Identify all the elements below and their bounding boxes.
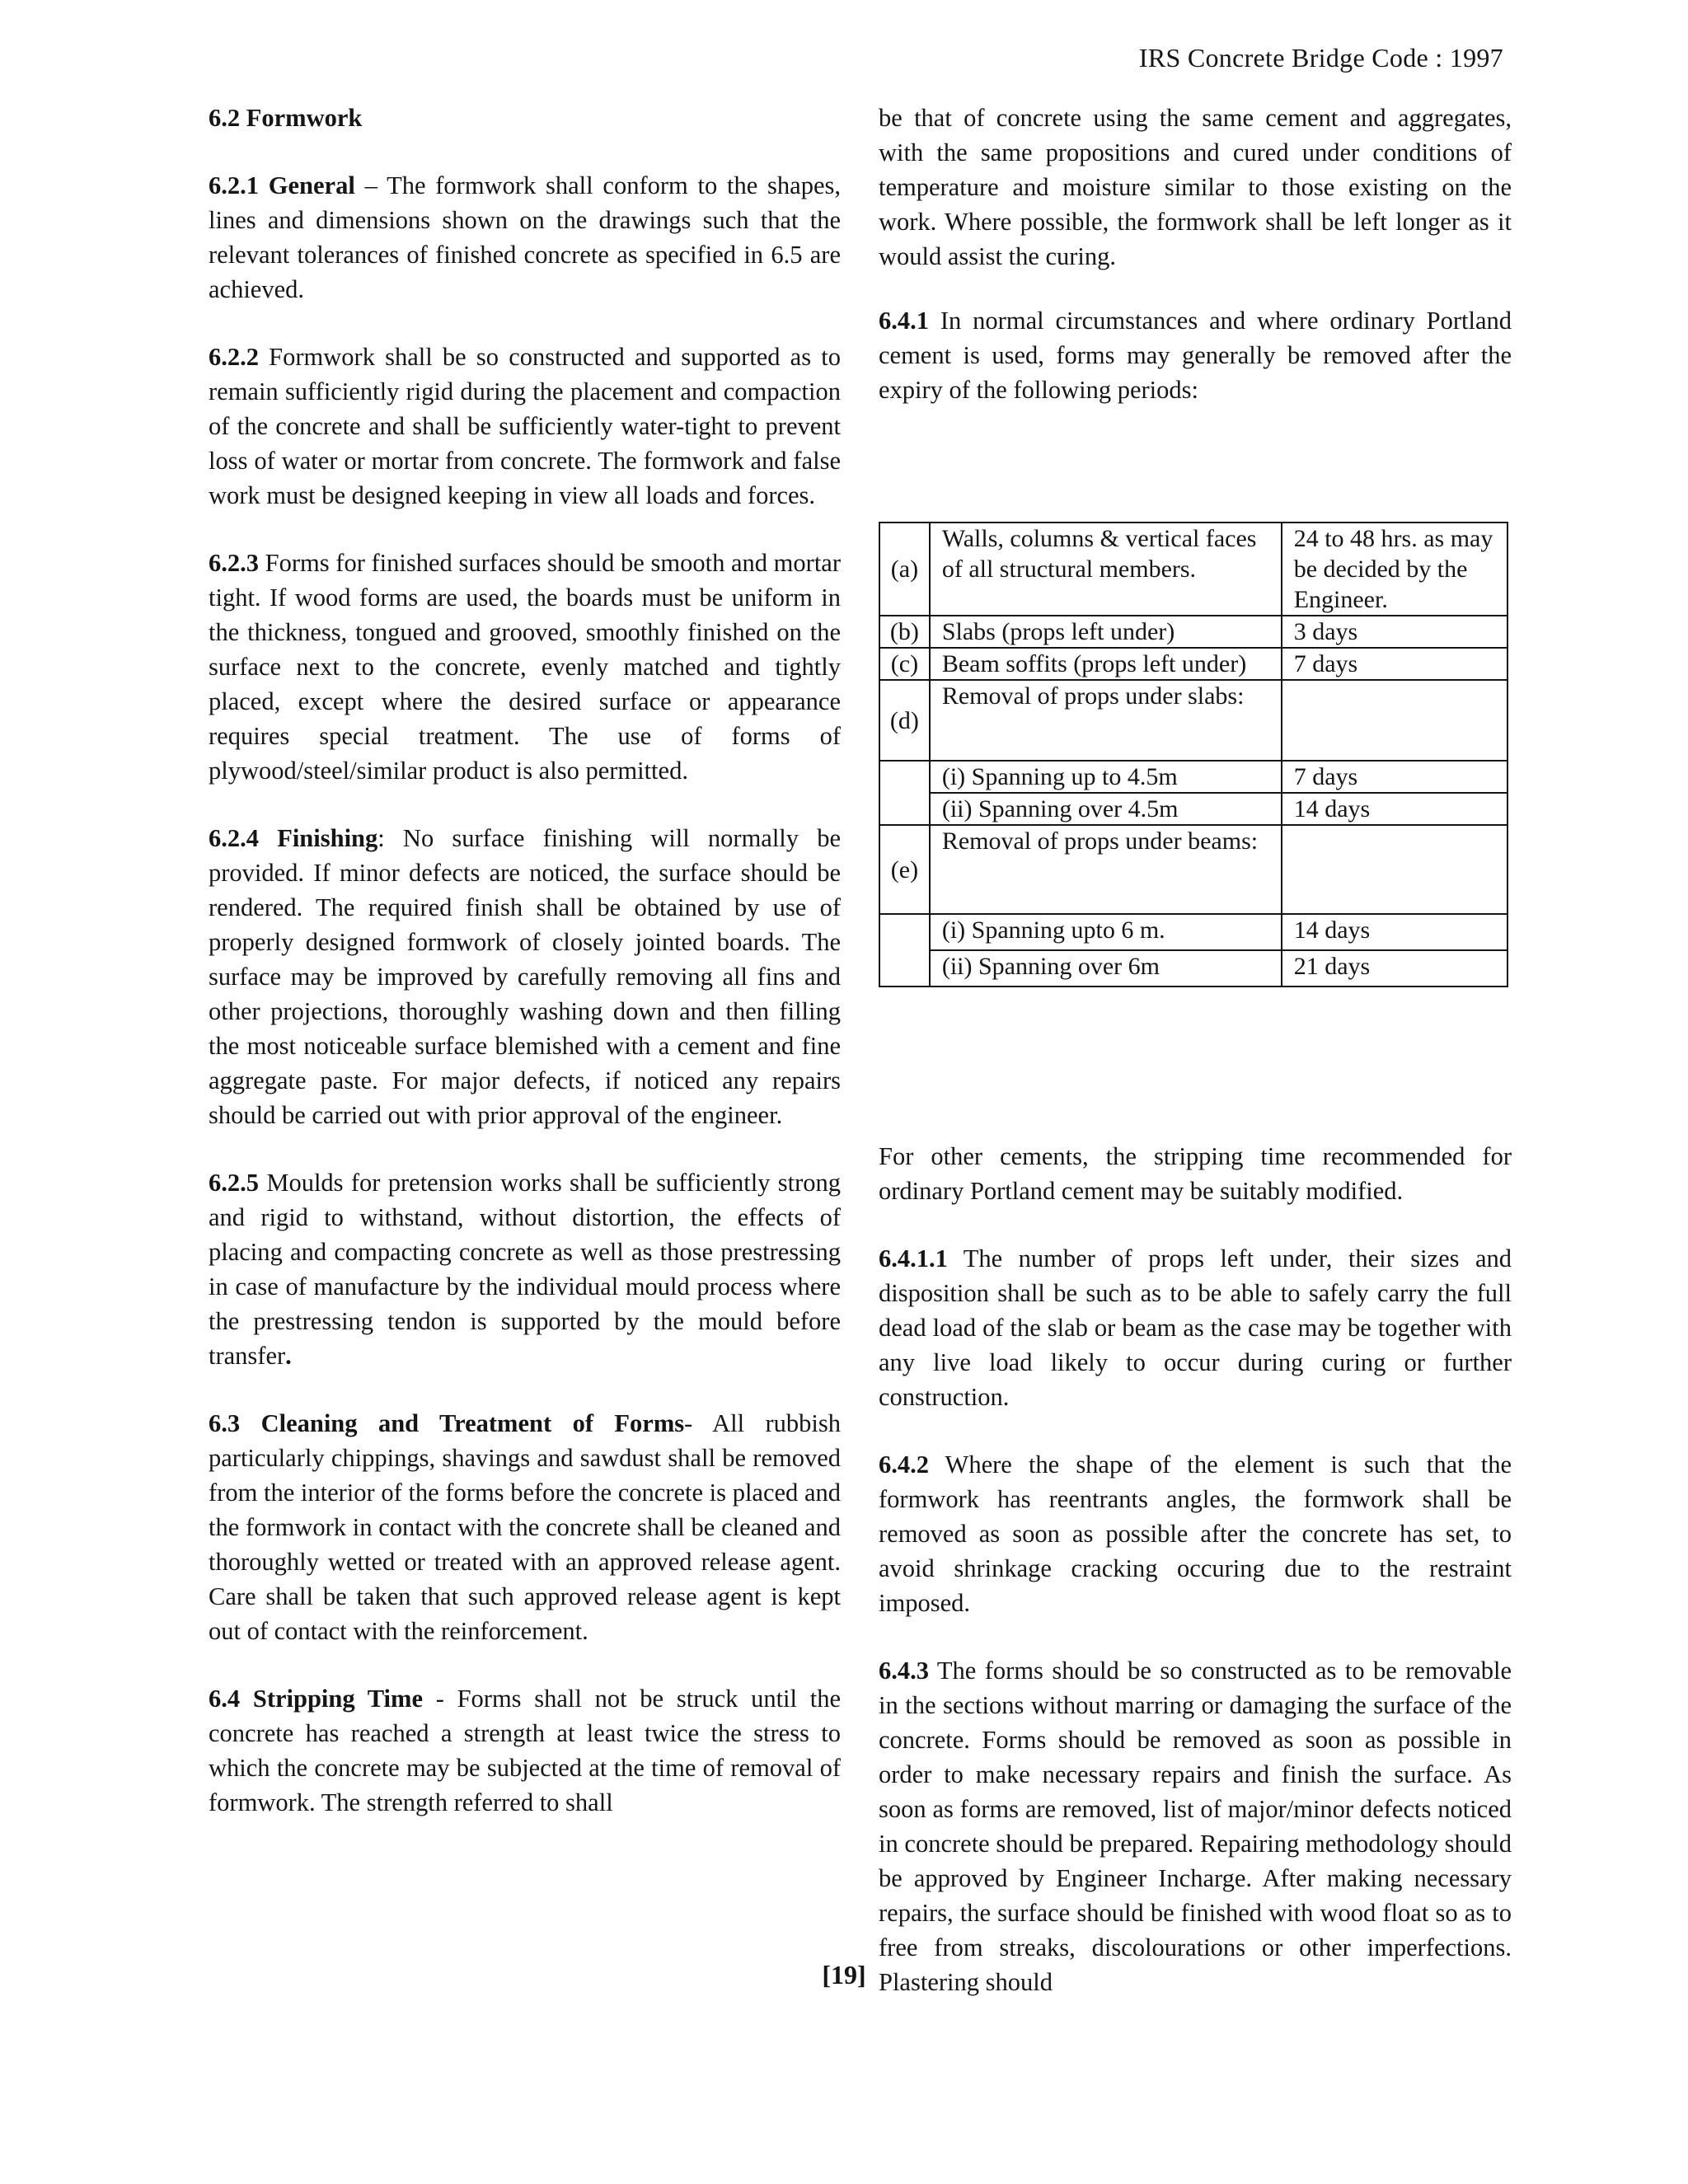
clause-text: Moulds for pretension works shall be sufficiently strong and rigid to withstand, without distortion, the effects of placing and compacting concrete as well as those prestressing in case of manufacture by the individual mould process where the prestressing tendon is supported by the mould before transfer xyxy=(209,1169,841,1370)
para-6-4-2 xyxy=(879,1447,1512,1620)
row-label: (e) xyxy=(879,825,930,914)
clause-end: . xyxy=(285,1342,292,1370)
clause-text: Formwork shall be so constructed and supported as to remain sufficiently rigid during the placement and compaction of the concrete and shall be sufficiently water-tight to prevent loss of water or mortar from concrete. The formwork and false work must be designed keeping in view all loads and forces. xyxy=(209,343,841,509)
period-cell: 21 days xyxy=(1282,950,1507,987)
period-cell: 14 days xyxy=(1282,914,1507,950)
member-cell: (ii) Spanning over 4.5m xyxy=(930,793,1282,825)
running-header: IRS Concrete Bridge Code : 1997 xyxy=(1138,43,1503,73)
clause-number: 6.2.3 xyxy=(209,549,259,577)
period-cell: 7 days xyxy=(1282,761,1507,793)
clause-text: Where the shape of the element is such that the formwork has reentrants angles, the formwork shall be removed as soon as possible after the concrete has set, to avoid shrinkage cracking occuring due to the restraint imposed. xyxy=(879,1451,1512,1617)
period-cell: 14 days xyxy=(1282,793,1507,825)
left-column xyxy=(209,101,841,1853)
table-row xyxy=(879,761,1507,793)
para-6-2-5 xyxy=(209,1165,841,1373)
table-row xyxy=(879,616,1507,648)
row-label: (c) xyxy=(879,648,930,680)
period-cell: 3 days xyxy=(1282,616,1507,648)
table-row xyxy=(879,950,1507,987)
clause-text: – The formwork shall conform to the shapes, lines and dimensions shown on the drawings such that the relevant tolerances of finished concrete as specified in 6.5 are achieved. xyxy=(209,171,841,303)
right-column-lower xyxy=(879,1139,1512,2032)
member-cell: (ii) Spanning over 6m xyxy=(930,950,1282,987)
member-cell: Removal of props under beams: xyxy=(930,825,1282,914)
clause-number: 6.4.3 xyxy=(879,1657,929,1685)
clause-text: The number of props left under, their sizes and disposition shall be such as to be able to safely carry the full dead load of the slab or beam as the case may be together with any live load likely to occur during curing or further construction. xyxy=(879,1244,1512,1411)
row-label-empty xyxy=(879,914,930,987)
clause-number: 6.2.1 General xyxy=(209,171,355,199)
clause-text: Forms for finished surfaces should be smooth and mortar tight. If wood forms are used, the boards must be uniform in the thickness, tongued and grooved, smoothly finished on the surface next to the concrete, evenly matched and tightly placed, except where the desired surface or appearance requires special treatment. The use of forms of plywood/steel/similar product is also permitted. xyxy=(209,549,841,785)
clause-number: 6.3 Cleaning and Treatment of Forms xyxy=(209,1409,685,1437)
para-6-2-1 xyxy=(209,168,841,307)
table-row xyxy=(879,680,1507,761)
clause-text: In normal circumstances and where ordinary Portland cement is used, forms may generally be removed after the expiry of the following periods: xyxy=(879,307,1512,404)
member-cell: Walls, columns & vertical faces of all structural members. xyxy=(930,523,1282,616)
clause-text: : No surface finishing will normally be provided. If minor defects are noticed, the surface should be rendered. The required finish shall be obtained by use of properly designed formwork of closely jointed boards. The surface may be improved by carefully removing all fins and other projections, thoroughly washing down and then filling the most noticeable surface blemished with a cement and fine aggregate paste. For major defects, if noticed any repairs should be carried out with prior approval of the engineer. xyxy=(209,824,842,1129)
row-label: (a) xyxy=(879,523,930,616)
para-6-2-3 xyxy=(209,546,841,788)
period-cell: 7 days xyxy=(1282,648,1507,680)
table-row xyxy=(879,914,1507,950)
para-6-3 xyxy=(209,1406,841,1648)
clause-text: The forms should be so constructed as to be removable in the sections without marring or damaging the surface of the concrete. Forms should be removed as soon as possible in order to make necessary repairs and finish the surface. As soon as forms are removed, list of major/minor defects noticed in concrete should be prepared. Repairing methodology should be approved by Engineer Incharge. After making necessary repairs, the surface should be finished with wood float so as to free from streaks, discolourations or other imperfections. Plastering should xyxy=(879,1657,1512,1996)
member-cell: Beam soffits (props left under) xyxy=(930,648,1282,680)
para-6-2-2 xyxy=(209,340,841,513)
clause-number: 6.2.4 Finishing xyxy=(209,824,378,852)
period-cell: 24 to 48 hrs. as may be decided by the Engineer. xyxy=(1282,523,1507,616)
stripping-time-table xyxy=(879,522,1508,987)
row-label: (d) xyxy=(879,680,930,761)
clause-number: 6.4.1.1 xyxy=(879,1244,948,1272)
para-6-4 xyxy=(209,1681,841,1820)
section-heading-6-2: 6.2 Formwork xyxy=(209,104,363,132)
member-cell: (i) Spanning up to 4.5m xyxy=(930,761,1282,793)
period-cell xyxy=(1282,825,1507,914)
clause-number: 6.4.1 xyxy=(879,307,929,335)
para-6-4-3 xyxy=(879,1653,1512,1999)
clause-number: 6.4.2 xyxy=(879,1451,929,1479)
row-label-empty xyxy=(879,761,930,825)
period-cell xyxy=(1282,680,1507,761)
para-other-cements: For other cements, the stripping time recommended for ordinary Portland cement may be suitably modified. xyxy=(879,1142,1512,1205)
para-6-4-continued: be that of concrete using the same cement and aggregates, with the same propositions and cured under conditions of temperature and moisture similar to those existing on the work. Where possible, the formwork shall be left longer as it would assist the curing. xyxy=(879,104,1512,270)
clause-number: 6.2.5 xyxy=(209,1169,259,1197)
member-cell: Removal of props under slabs: xyxy=(930,680,1282,761)
table-row xyxy=(879,825,1507,914)
member-cell: (i) Spanning upto 6 m. xyxy=(930,914,1282,950)
table-row xyxy=(879,793,1507,825)
member-cell: Slabs (props left under) xyxy=(930,616,1282,648)
clause-number: 6.2.2 xyxy=(209,343,259,371)
clause-number: 6.4 Stripping Time xyxy=(209,1685,423,1713)
table-row xyxy=(879,523,1507,616)
para-6-4-1-1 xyxy=(879,1241,1512,1414)
row-label: (b) xyxy=(879,616,930,648)
table-row xyxy=(879,648,1507,680)
page-number: [19] xyxy=(822,1960,866,1990)
para-6-4-1 xyxy=(879,303,1512,407)
clause-text: - All rubbish particularly chippings, shavings and sawdust shall be removed from the interior of the forms before the concrete is placed and the formwork in contact with the concrete shall be cleaned and thoroughly wetted or treated with an approved release agent. Care shall be taken that such approved release agent is kept out of contact with the reinforcement. xyxy=(209,1409,841,1645)
para-6-2-4 xyxy=(209,821,841,1132)
right-column xyxy=(879,101,1512,437)
clause-text: - Forms shall not be struck until the concrete has reached a strength at least twice the stress to which the concrete may be subjected at the time of removal of formwork. The strength referred to shall xyxy=(209,1685,841,1816)
